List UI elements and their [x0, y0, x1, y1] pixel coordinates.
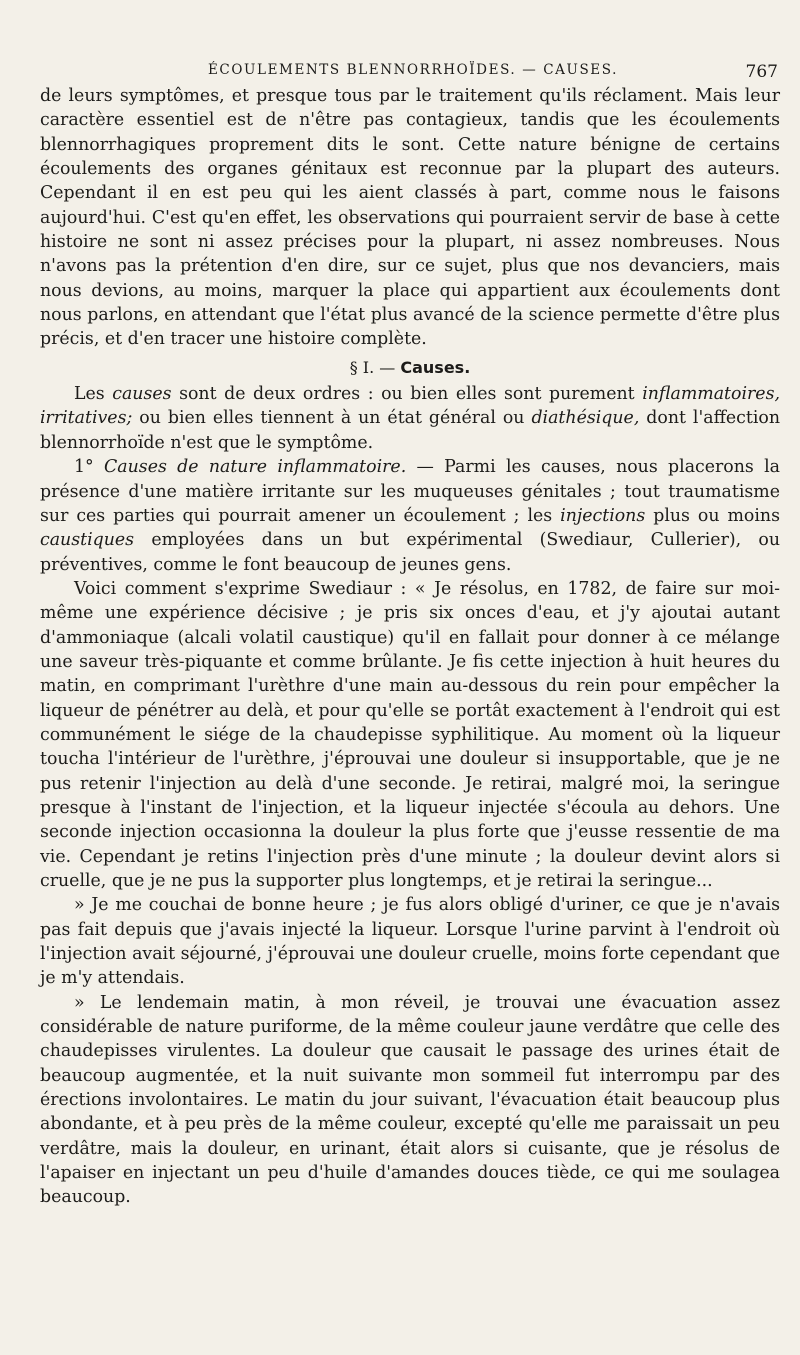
- body-text: [40, 84, 780, 1210]
- page-number: 767: [745, 62, 778, 82]
- section-title: Causes.: [400, 357, 471, 377]
- paragraph-quote-continued: » Je me couchai de bonne heure ; je fus alors obligé d'uriner, ce que je n'avais pas fait depuis que j'avais injecté la liqueur. Lorsque l'urine parvint à l'endroit où l'injection avait séjourné, j'éprouvai une douleur cruelle, moins forte cependant que je m'y attendais.: [40, 895, 780, 989]
- italic-run: Causes de nature inflammatoire.: [104, 457, 407, 478]
- text-run: ou bien elles tiennent à un état général ou: [132, 408, 532, 429]
- paragraph-intro: de leurs symptômes, et presque tous par le traitement qu'ils réclament. Mais leur caractère essentiel est de n'être pas contagieux, tandis que les écoulements blennorrhagiques proprement dits le sont. Cette nature bénigne de certains écoulements des organes génitaux est reconnue par la plupart des auteurs. Cependant il en est peu qui les aient classés à part, comme nous le faisons aujourd'hui. C'est qu'en effet, les observations qui pourraient servir de base à cette histoire ne sont ni assez précises pour la plupart, ni assez nombreuses. Nous n'avons pas la prétention d'en dire, sur ce sujet, plus que nos devanciers, mais nous devions, au moins, marquer la place qui appartient aux écoulements dont nous parlons, en attendant que l'état plus avancé de la science permette d'être plus précis, et d'en tracer une histoire complète.: [40, 86, 780, 350]
- section-heading: [40, 356, 780, 380]
- text-run: dont l'affection blennorrhoïde n'est que le symptôme.: [40, 408, 781, 453]
- italic-run: causes: [112, 384, 172, 405]
- italic-run: injections: [560, 505, 646, 526]
- italic-run: diathésique,: [531, 408, 640, 429]
- paragraph-swediaur-quote: Voici comment s'exprime Swediaur : « Je résolus, en 1782, de faire sur moi-même une expérience décisive ; je pris six onces d'eau, et j'y ajoutai autant d'ammoniaque (alcali volatil caustique) qu'il en fallait pour donner à ce mélange une saveur très-piquante et comme brûlante. Je fis cette injection à huit heures du matin, en comprimant l'urèthre d'une main au-dessous du rein pour empêcher la liqueur de pénétrer au delà, et pour qu'elle se portât exactement à l'endroit qui est communément le siége de la chaudepisse syphilitique. Au moment où la liqueur toucha l'intérieur de l'urèthre, j'éprouvai une douleur si insupportable, que je ne pus retenir l'injection au delà d'une seconde. Je retirai, malgré moi, la seringue presque à l'instant de l'injection, et la liqueur injectée s'écoula au dehors. Une seconde injection occasionna la douleur la plus forte que j'eusse ressentie de ma vie. Cependant je retins l'injection près d'une minute ; la douleur devint alors si cruelle, que je ne pus la supporter plus longtemps, et je retirai la seringue...: [40, 578, 780, 891]
- text-run: employées dans un but expérimental (Swediaur, Cullerier), ou préventives, comme le font beaucoup de jeunes gens.: [40, 530, 780, 575]
- italic-run: caustiques: [40, 530, 135, 551]
- paragraph-inflammatory-causes: [40, 455, 780, 577]
- running-head: [40, 62, 778, 84]
- text-run: 1°: [74, 457, 105, 478]
- section-number: § I. —: [349, 357, 396, 377]
- text-run: plus ou moins: [645, 505, 780, 526]
- paragraph-causes-orders: [40, 382, 780, 455]
- running-title: ÉCOULEMENTS BLENNORRHOÏDES. — CAUSES.: [207, 62, 619, 78]
- text-run: — Parmi les causes, nous placerons la présence d'une matière irritante sur les muqueuses génitales ; tout traumatisme sur ces parties qui pourrait amener un écoulement ; les: [40, 457, 781, 526]
- text-run: Les: [74, 384, 113, 405]
- paragraph-next-morning: » Le lendemain matin, à mon réveil, je trouvai une évacuation assez considérable de nature puriforme, de la même couleur jaune verdâtre que celle des chaudepisses virulentes. La douleur que causait le passage des urines était de beaucoup augmentée, et la nuit suivante mon sommeil fut interrompu par des érections involontaires. Le matin du jour suivant, l'évacuation était beaucoup plus abondante, et à peu près de la même couleur, excepté qu'elle me paraissait un peu verdâtre, mais la douleur, en urinant, était alors si cuisante, que je résolus de l'apaiser en injectant un peu d'huile d'amandes douces tiède, ce qui me soulagea beaucoup.: [40, 992, 780, 1208]
- italic-run: inflammatoires, irritatives;: [40, 384, 780, 429]
- text-run: sont de deux ordres : ou bien elles sont purement: [171, 384, 643, 405]
